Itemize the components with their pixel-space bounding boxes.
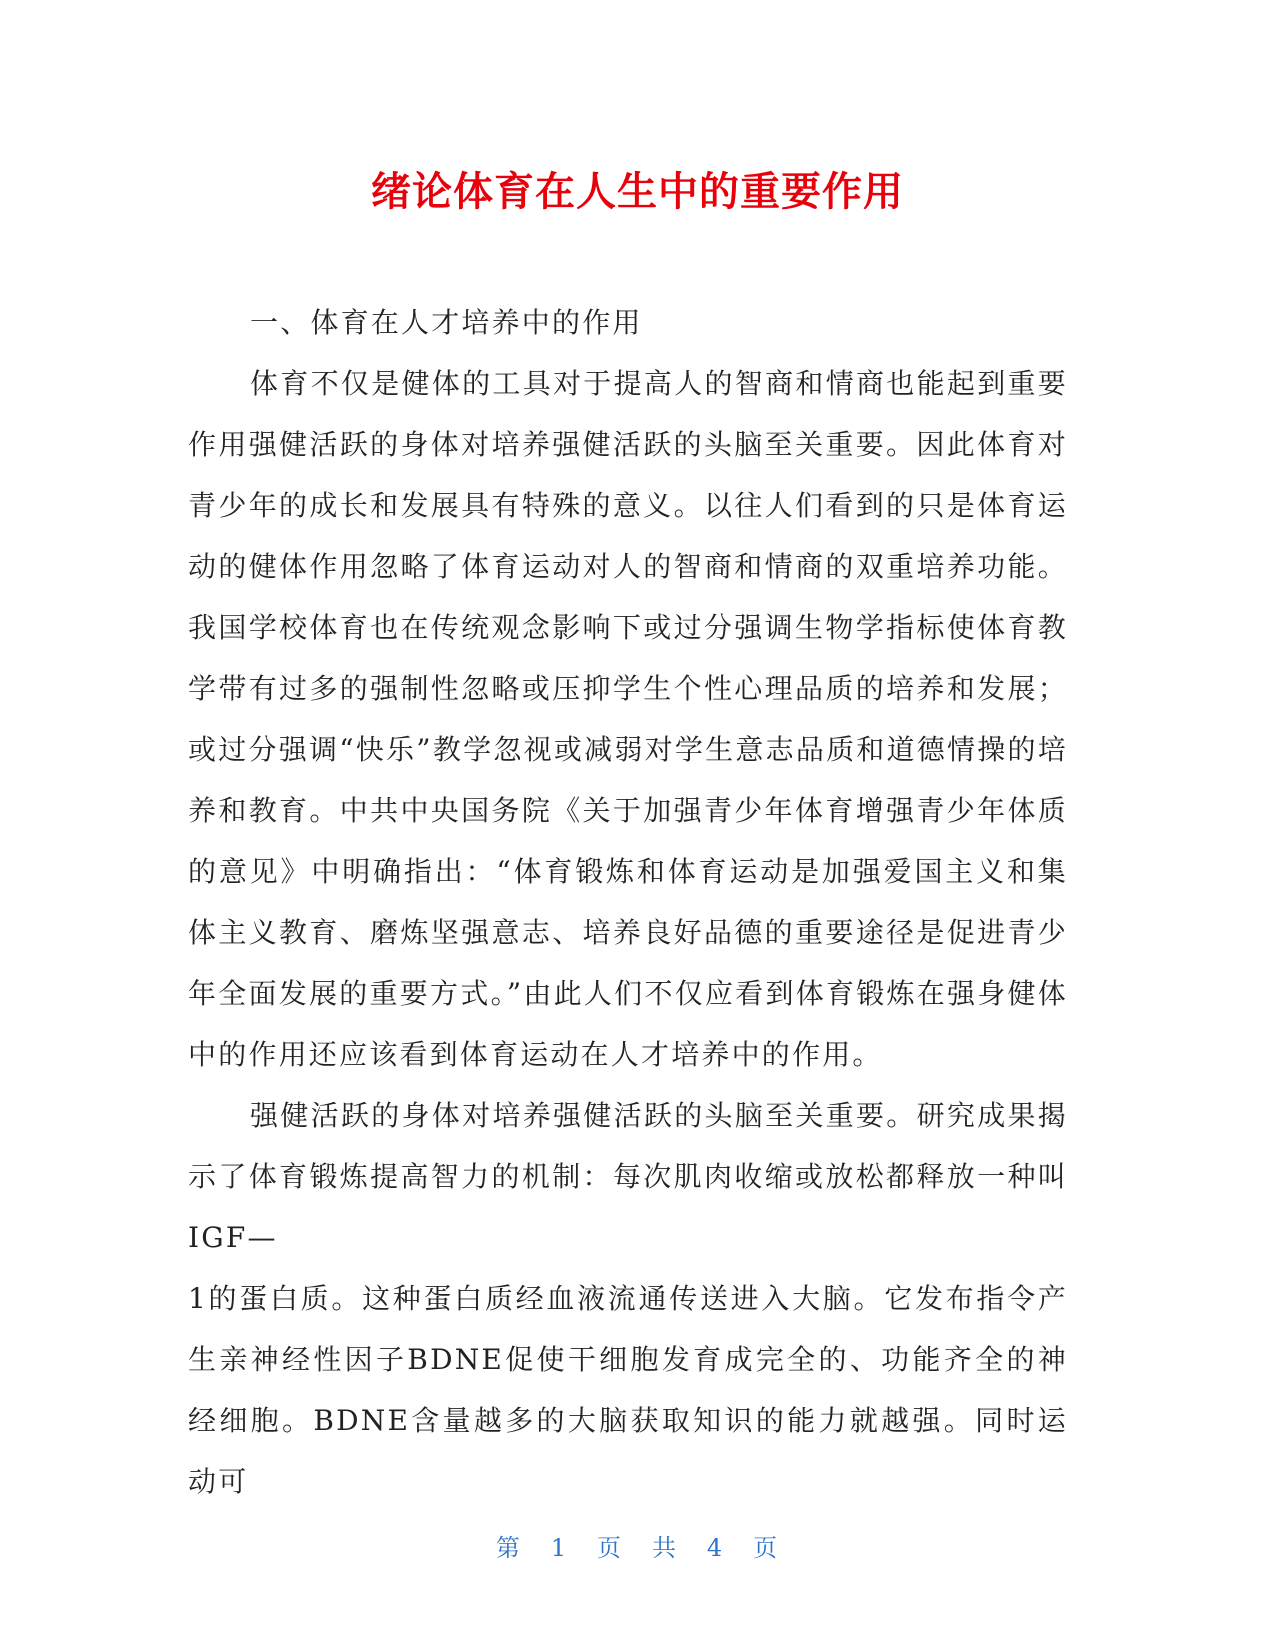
footer-total-pages: 4 [706,1534,725,1562]
paragraph-continuation: 1的蛋白质。这种蛋白质经血液流通传送进入大脑。它发布指令产生亲神经性因子BDNE促使干细胞发育成完全的、功能齐全的神经细胞。BDNE含量越多的大脑获取知识的能力就越强。同时运动可 [188,1282,1068,1498]
paragraph: 强健活跃的身体对培养强健活跃的头脑至关重要。研究成果揭示了体育锻炼提高智力的机制：每次肌肉收缩或放松都释放一种叫IGF— [188,1099,1068,1254]
footer-label-total: 共 [651,1534,678,1562]
page-footer [0,1528,1275,1563]
section-heading: 一、体育在人才培养中的作用 [250,306,643,339]
document-title: 绪论体育在人生中的重要作用 [371,169,904,215]
paragraph: 体育不仅是健体的工具对于提高人的智商和情商也能起到重要作用强健活跃的身体对培养强健活跃的头脑至关重要。因此体育对青少年的成长和发展具有特殊的意义。以往人们看到的只是体育运动的健体作用忽略了体育运动对人的智商和情商的双重培养功能。我国学校体育也在传统观念影响下或过分强调生物学指标使体育教学带有过多的强制性忽略或压抑学生个性心理品质的培养和发展；或过分强调“快乐”教学忽视或减弱对学生意志品质和道德情操的培养和教育。中共中央国务院《关于加强青少年体育增强青少年体质的意见》中明确指出：“体育锻炼和体育运动是加强爱国主义和集体主义教育、磨炼坚强意志、培养良好品德的重要途径是促进青少年全面发展的重要方式。”由此人们不仅应看到体育锻炼在强身健体中的作用还应该看到体育运动在人才培养中的作用。 [188,367,1068,1071]
footer-current-page: 1 [550,1534,569,1562]
footer-label-unit: 页 [597,1534,624,1562]
footer-label-unit-2: 页 [753,1534,780,1562]
footer-label-page: 第 [495,1534,522,1562]
document-body [188,292,1068,1512]
